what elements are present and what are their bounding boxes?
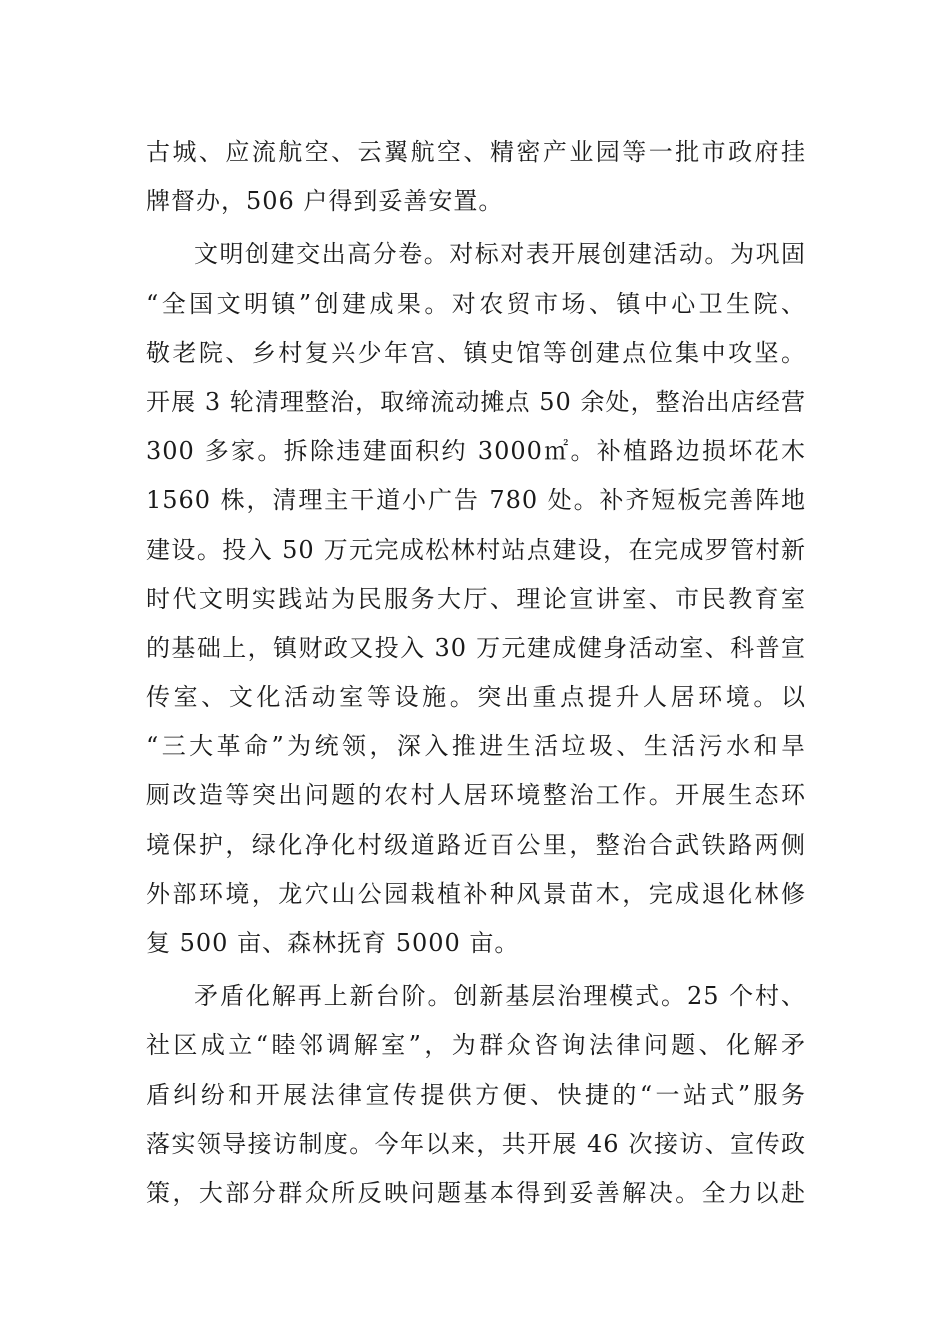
text-line: 的基础上，镇财政又投入 30 万元建成健身活动室、科普宣: [146, 633, 806, 662]
text-line: 境保护，绿化净化村级道路近百公里，整治合武铁路两侧: [146, 830, 806, 859]
text-line: 社区成立“睦邻调解室”，为群众咨询法律问题、化解矛: [146, 1031, 806, 1060]
text-line: “三大革命”为统领，深入推进生活垃圾、生活污水和旱: [146, 732, 806, 761]
text-line: 厕改造等突出问题的农村人居环境整治工作。开展生态环: [146, 781, 806, 810]
text-line: 1560 株，清理主干道小广告 780 处。补齐短板完善阵地: [146, 486, 806, 515]
text-line: 古城、应流航空、云翼航空、精密产业园等一批市政府挂: [146, 138, 806, 166]
text-line: 时代文明实践站为民服务大厅、理论宣讲室、市民教育室: [146, 584, 806, 613]
text-line: 落实领导接访制度。今年以来，共开展 46 次接访、宣传政: [146, 1129, 806, 1158]
text-line: 文明创建交出高分卷。对标对表开展创建活动。为巩固: [194, 240, 806, 269]
text-line: 矛盾化解再上新台阶。创新基层治理模式。25 个村、: [194, 982, 806, 1011]
text-line: 外部环境，龙穴山公园栽植补种风景苗木，完成退化林修: [146, 879, 806, 908]
text-line: 牌督办，506 户得到妥善安置。: [146, 187, 504, 216]
text-line: 开展 3 轮清理整治，取缔流动摊点 50 余处，整治出店经营: [146, 387, 806, 416]
text-line: 敬老院、乡村复兴少年宫、镇史馆等创建点位集中攻坚。: [146, 338, 806, 367]
text-line: 建设。投入 50 万元完成松林村站点建设，在完成罗管村新: [146, 535, 806, 564]
text-line: 策，大部分群众所反映问题基本得到妥善解决。全力以赴: [146, 1178, 806, 1207]
text-line: “全国文明镇”创建成果。对农贸市场、镇中心卫生院、: [146, 289, 806, 318]
paragraph-1: [146, 128, 806, 226]
text-line: 300 多家。拆除违建面积约 3000㎡。补植路边损坏花木: [146, 437, 806, 466]
paragraph-3: [146, 972, 806, 1218]
text-line: 传室、文化活动室等设施。突出重点提升人居环境。以: [146, 683, 806, 712]
text-line: 复 500 亩、森林抚育 5000 亩。: [146, 929, 520, 957]
paragraph-2: [146, 230, 806, 968]
body-text: [146, 128, 806, 1218]
text-line: 盾纠纷和开展法律宣传提供方便、快捷的“一站式”服务: [146, 1080, 806, 1109]
